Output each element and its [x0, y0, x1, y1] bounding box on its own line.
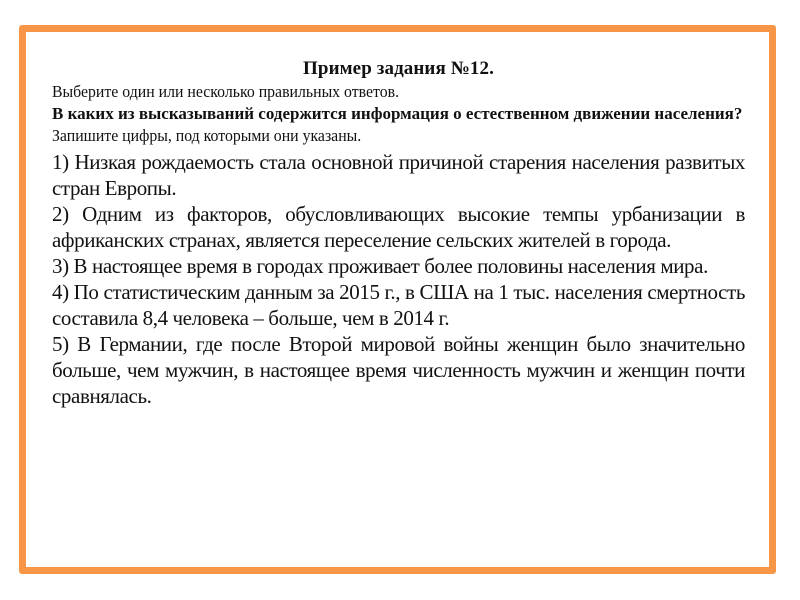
task-title: Пример задания №12. — [303, 58, 494, 79]
task-instruction: Выберите один или несколько правильных ответов. — [52, 82, 400, 101]
answer-option-3: 3) В настоящее время в городах проживает более половины населения мира. — [52, 254, 708, 278]
answer-option-1: 1) Низкая рождаемость стала основной причиной старения населения развитых стран Европы. — [52, 150, 745, 200]
task-hint: Запишите цифры, под которыми они указаны. — [52, 126, 362, 145]
answer-options-list — [52, 149, 745, 409]
task-question: В каких из высказываний содержится информация о естественном движении населения? — [52, 104, 743, 123]
answer-option-5: 5) В Германии, где после Второй мировой войны женщин было значительно больше, чем мужчин, в настоящее время численность мужчин и женщин почти сравнялась. — [52, 332, 745, 408]
answer-option-4: 4) По статистическим данным за 2015 г., в США на 1 тыс. населения смертность составила 8,4 человека – больше, чем в 2014 г. — [52, 280, 745, 330]
task-content — [52, 57, 745, 409]
answer-option-2: 2) Одним из факторов, обусловливающих высокие темпы урбанизации в африканских странах, является переселение сельских жителей в города. — [52, 202, 745, 252]
